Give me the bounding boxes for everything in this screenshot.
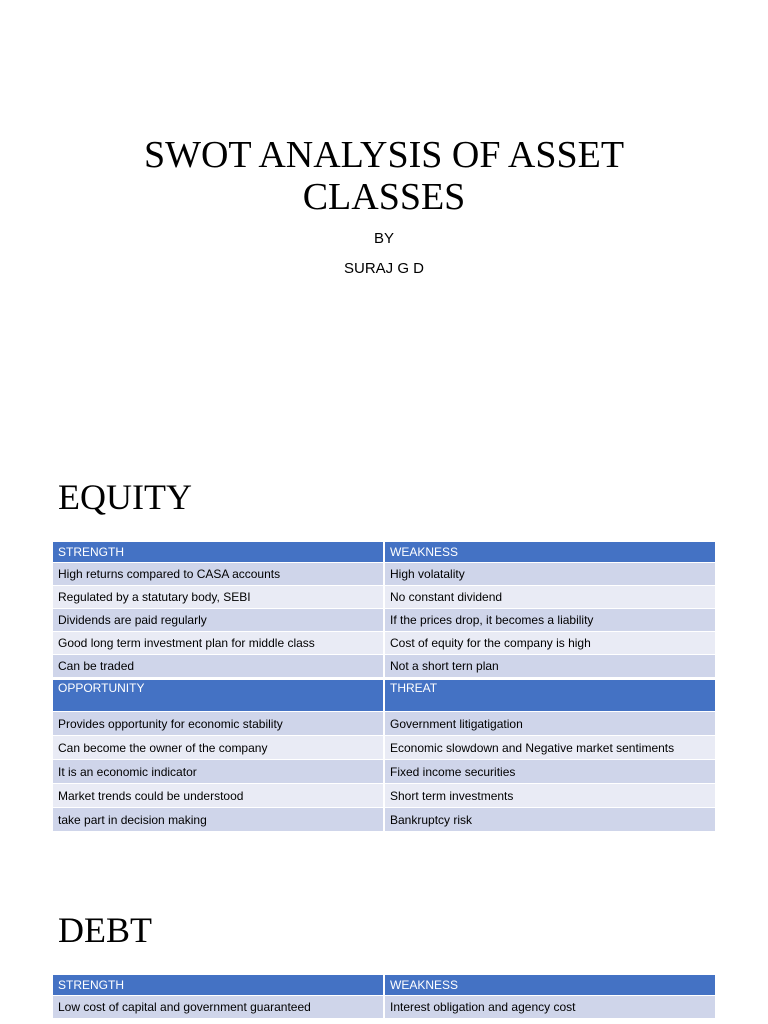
author-name: SURAJ G D [343,260,424,277]
weakness-cell: If the prices drop, it becomes a liability [384,609,715,632]
table-row [53,655,715,678]
opportunity-header: OPPORTUNITY [53,680,384,712]
strength-header: STRENGTH [53,542,384,563]
weakness-cell: Cost of equity for the company is high [384,632,715,655]
table-row [53,712,715,736]
table-header-row [53,542,715,563]
opportunity-cell: Provides opportunity for economic stability [53,712,384,736]
weakness-cell: Not a short tern plan [384,655,715,678]
debt-strength-weakness-table [53,975,715,1019]
table-row [53,586,715,609]
table-row [53,784,715,808]
weakness-header: WEAKNESS [384,542,715,563]
table-header-row [53,975,715,996]
threat-header: THREAT [384,680,715,712]
presentation-title [0,134,768,218]
debt-heading: DEBT [58,910,152,950]
equity-heading: EQUITY [58,477,192,517]
strength-cell: Good long term investment plan for middle class [53,632,384,655]
weakness-cell: Interest obligation and agency cost [384,996,715,1019]
table-row [53,736,715,760]
threat-cell: Fixed income securities [384,760,715,784]
title-line-1: SWOT ANALYSIS OF ASSET [143,134,625,176]
strength-cell: Low cost of capital and government guaranteed [53,996,384,1019]
equity-strength-weakness-table [53,542,715,678]
equity-opportunity-threat-table [53,680,715,832]
opportunity-cell: Can become the owner of the company [53,736,384,760]
threat-cell: Bankruptcy risk [384,808,715,832]
table-row [53,996,715,1019]
opportunity-cell: take part in decision making [53,808,384,832]
table-row [53,632,715,655]
table-header-row [53,680,715,712]
strength-cell: High returns compared to CASA accounts [53,563,384,586]
opportunity-cell: Market trends could be understood [53,784,384,808]
table-row [53,563,715,586]
table-row [53,609,715,632]
threat-cell: Government litigatigation [384,712,715,736]
threat-cell: Short term investments [384,784,715,808]
opportunity-cell: It is an economic indicator [53,760,384,784]
table-row [53,760,715,784]
strength-cell: Can be traded [53,655,384,678]
weakness-cell: High volatality [384,563,715,586]
table-row [53,808,715,832]
title-line-2: CLASSES [302,176,466,218]
title-slide [0,0,768,432]
strength-cell: Regulated by a statutary body, SEBI [53,586,384,609]
threat-cell: Economic slowdown and Negative market sentiments [384,736,715,760]
strength-header: STRENGTH [53,975,384,996]
weakness-cell: No constant dividend [384,586,715,609]
by-label: BY [373,230,394,247]
weakness-header: WEAKNESS [384,975,715,996]
strength-cell: Dividends are paid regularly [53,609,384,632]
